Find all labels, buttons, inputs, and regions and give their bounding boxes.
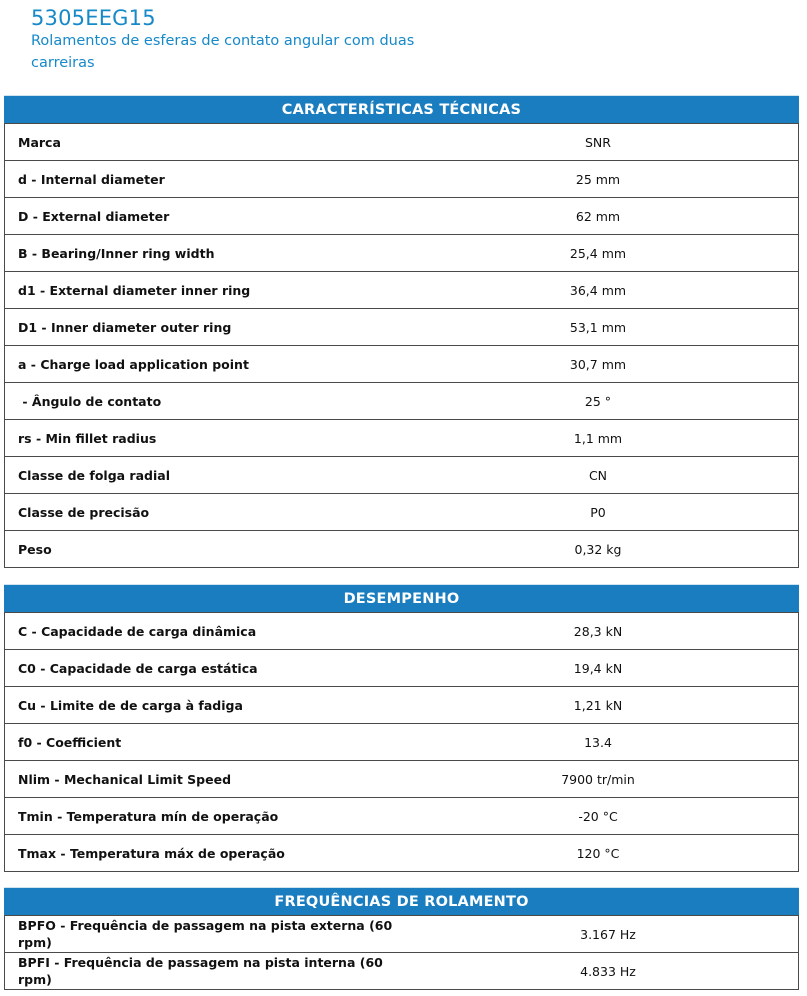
- performance-section-title: DESEMPENHO: [4, 584, 799, 612]
- performance-section: [4, 584, 799, 872]
- row-label: f0 - Coefficient: [5, 724, 399, 761]
- table-row: [5, 161, 799, 198]
- row-value: SNR: [398, 124, 799, 161]
- frequencies-section: [4, 887, 799, 990]
- table-row: [5, 724, 799, 761]
- row-label: Tmin - Temperatura mín de operação: [5, 798, 399, 835]
- row-label: d1 - External diameter inner ring: [5, 272, 399, 309]
- row-value: 0,32 kg: [398, 531, 799, 568]
- row-value: 4.833 Hz: [418, 953, 799, 990]
- table-row: [5, 420, 799, 457]
- row-label: Cu - Limite de de carga à fadiga: [5, 687, 399, 724]
- technical-table: [4, 123, 799, 568]
- row-label: a - Charge load application point: [5, 346, 399, 383]
- row-label: C0 - Capacidade de carga estática: [5, 650, 399, 687]
- performance-table: [4, 612, 799, 872]
- technical-section: [4, 95, 799, 568]
- row-label: Peso: [5, 531, 399, 568]
- row-label: Classe de folga radial: [5, 457, 399, 494]
- row-value: 1,1 mm: [398, 420, 799, 457]
- row-label: D1 - Inner diameter outer ring: [5, 309, 399, 346]
- table-row: [5, 761, 799, 798]
- table-row: [5, 613, 799, 650]
- row-value: 1,21 kN: [398, 687, 799, 724]
- row-value: -20 °C: [398, 798, 799, 835]
- row-value: CN: [398, 457, 799, 494]
- table-row: [5, 272, 799, 309]
- table-row: [5, 235, 799, 272]
- table-row: [5, 953, 799, 990]
- table-row: [5, 124, 799, 161]
- table-row: [5, 916, 799, 953]
- row-label: BPFO - Frequência de passagem na pista externa (60 rpm): [5, 916, 419, 953]
- row-label: rs - Min fillet radius: [5, 420, 399, 457]
- table-row: [5, 835, 799, 872]
- table-row: [5, 531, 799, 568]
- row-label: Classe de precisão: [5, 494, 399, 531]
- row-value: 19,4 kN: [398, 650, 799, 687]
- row-value: 62 mm: [398, 198, 799, 235]
- frequencies-section-title: FREQUÊNCIAS DE ROLAMENTO: [4, 887, 799, 915]
- table-row: [5, 650, 799, 687]
- table-row: [5, 383, 799, 420]
- row-value: 13.4: [398, 724, 799, 761]
- row-value: 30,7 mm: [398, 346, 799, 383]
- row-value: 53,1 mm: [398, 309, 799, 346]
- row-label: d - Internal diameter: [5, 161, 399, 198]
- table-row: [5, 687, 799, 724]
- row-label: - Ângulo de contato: [5, 383, 399, 420]
- frequencies-table: [4, 915, 799, 990]
- row-label: B - Bearing/Inner ring width: [5, 235, 399, 272]
- row-label: Marca: [5, 124, 399, 161]
- row-value: P0: [398, 494, 799, 531]
- table-row: [5, 457, 799, 494]
- table-row: [5, 309, 799, 346]
- row-label: Nlim - Mechanical Limit Speed: [5, 761, 399, 798]
- row-value: 120 °C: [398, 835, 799, 872]
- row-label: BPFI - Frequência de passagem na pista interna (60 rpm): [5, 953, 419, 990]
- row-value: 3.167 Hz: [418, 916, 799, 953]
- table-row: [5, 798, 799, 835]
- table-row: [5, 198, 799, 235]
- row-label: D - External diameter: [5, 198, 399, 235]
- row-value: 28,3 kN: [398, 613, 799, 650]
- row-value: 25,4 mm: [398, 235, 799, 272]
- row-value: 25 °: [398, 383, 799, 420]
- row-value: 25 mm: [398, 161, 799, 198]
- product-description: Rolamentos de esferas de contato angular com duas carreiras: [31, 33, 415, 71]
- table-row: [5, 494, 799, 531]
- row-value: 36,4 mm: [398, 272, 799, 309]
- row-label: Tmax - Temperatura máx de operação: [5, 835, 399, 872]
- row-label: C - Capacidade de carga dinâmica: [5, 613, 399, 650]
- row-value: 7900 tr/min: [398, 761, 799, 798]
- table-row: [5, 346, 799, 383]
- product-code: 5305EEG15: [31, 6, 156, 30]
- technical-section-title: CARACTERÍSTICAS TÉCNICAS: [4, 95, 799, 123]
